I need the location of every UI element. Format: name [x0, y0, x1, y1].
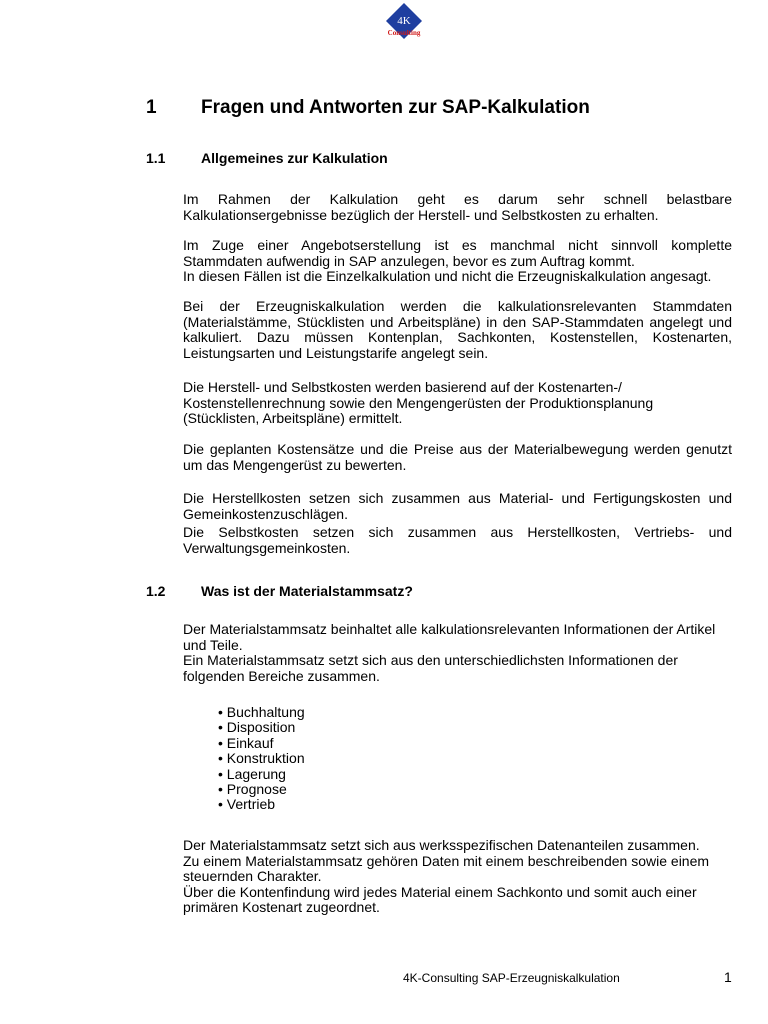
paragraph-materialstamm-intro: [183, 622, 732, 684]
text-line: Die Selbstkosten setzen sich zusammen aus Herstellkosten, Vertriebs- und: [183, 524, 732, 540]
list-item: • Vertrieb: [218, 797, 305, 812]
text-line: Ein Materialstammsatz setzt sich aus den unterschiedlichsten Informationen der: [183, 652, 678, 668]
text-line: Die Herstell- und Selbstkosten werden basierend auf der Kostenarten-/: [183, 379, 622, 395]
list-item: • Einkauf: [218, 736, 305, 751]
text-line: primären Kostenart zugeordnet.: [183, 899, 380, 915]
paragraph-materialstamm-outro: [183, 838, 732, 916]
bereiche-list: [218, 705, 305, 813]
text-line: und Teile.: [183, 636, 243, 653]
list-item: • Konstruktion: [218, 751, 305, 766]
text-line: Zu einem Materialstammsatz gehören Daten mit einem beschreibenden sowie einem: [183, 852, 710, 869]
paragraph-kostensaetze: [183, 442, 732, 473]
text-line: Die geplanten Kostensätze und die Preise aus der Materialbewegung werden genutzt: [183, 441, 732, 457]
logo-text-bottom: Consulting: [387, 29, 421, 37]
paragraph-kostenzusammensetzung: [183, 491, 732, 556]
list-item: • Buchhaltung: [218, 705, 305, 720]
text-line: Im Zuge einer Angebotserstellung ist es manchmal nicht sinnvoll komplette: [183, 237, 732, 253]
text-line: Leistungsarten und Leistungstarife angelegt sein.: [183, 344, 489, 361]
chapter-title: Fragen und Antworten zur SAP-Kalkulation: [201, 97, 590, 118]
page-number: 1: [724, 969, 732, 985]
text-line: folgenden Bereiche zusammen.: [183, 667, 380, 684]
text-line: Verwaltungsgemeinkosten.: [183, 539, 351, 556]
logo-text-top: 4K: [397, 15, 411, 27]
text-line: In diesen Fällen ist die Einzelkalkulation und nicht die Erzeugniskalkulation angesagt.: [183, 268, 712, 284]
section-title: Was ist der Materialstammsatz?: [201, 583, 413, 599]
list-item: • Disposition: [218, 720, 305, 735]
text-line: (Materialstämme, Stücklisten und Arbeitspläne) in den SAP-Stammdaten angelegt und: [183, 313, 732, 330]
list-item: • Prognose: [218, 782, 305, 797]
section-number: 1.1: [146, 150, 166, 166]
text-line: Gemeinkostenzuschlägen.: [183, 505, 348, 522]
text-line: steuernden Charakter.: [183, 868, 322, 884]
section-number: 1.2: [146, 583, 166, 599]
text-line: Stammdaten aufwendig in SAP anzulegen, bevor es zum Auftrag kommt.: [183, 252, 635, 269]
text-line: kalkuliert. Dazu müssen Kontenplan, Sachkonten, Kostenstellen, Kostenarten,: [183, 329, 732, 345]
text-line: Bei der Erzeugniskalkulation werden die kalkulationsrelevanten Stammdaten: [183, 298, 732, 314]
company-logo: [382, 2, 426, 42]
text-line: Die Herstellkosten setzen sich zusammen aus Material- und Fertigungskosten und: [183, 490, 732, 506]
text-line: (Stücklisten, Arbeitspläne) ermittelt.: [183, 410, 403, 426]
text-line: Der Materialstammsatz setzt sich aus werksspezifischen Datenanteilen zusammen.: [183, 837, 700, 853]
chapter-number: 1: [146, 97, 157, 118]
section-title: Allgemeines zur Kalkulation: [201, 150, 388, 166]
text-line: Im Rahmen der Kalkulation geht es darum sehr schnell belastbare: [183, 191, 732, 207]
text-line: Der Materialstammsatz beinhaltet alle kalkulationsrelevanten Informationen der Artikel: [183, 621, 716, 637]
paragraph-erzeugniskalkulation: [183, 299, 732, 361]
paragraph-angebot: [183, 238, 732, 285]
text-line: um das Mengengerüst zu bewerten.: [183, 456, 407, 473]
paragraph-rahmen: [183, 192, 732, 223]
list-item: • Lagerung: [218, 767, 305, 782]
paragraph-herstellkosten-basis: [183, 380, 732, 427]
text-line: Über die Kontenfindung wird jedes Material einem Sachkonto und somit auch einer: [183, 883, 697, 900]
text-line: Kalkulationsergebnisse bezüglich der Herstell- und Selbstkosten zu erhalten.: [183, 206, 659, 223]
text-line: Kostenstellenrechnung sowie den Mengengerüsten der Produktionsplanung: [183, 394, 654, 411]
footer-text: 4K-Consulting SAP-Erzeugniskalkulation: [403, 971, 620, 985]
